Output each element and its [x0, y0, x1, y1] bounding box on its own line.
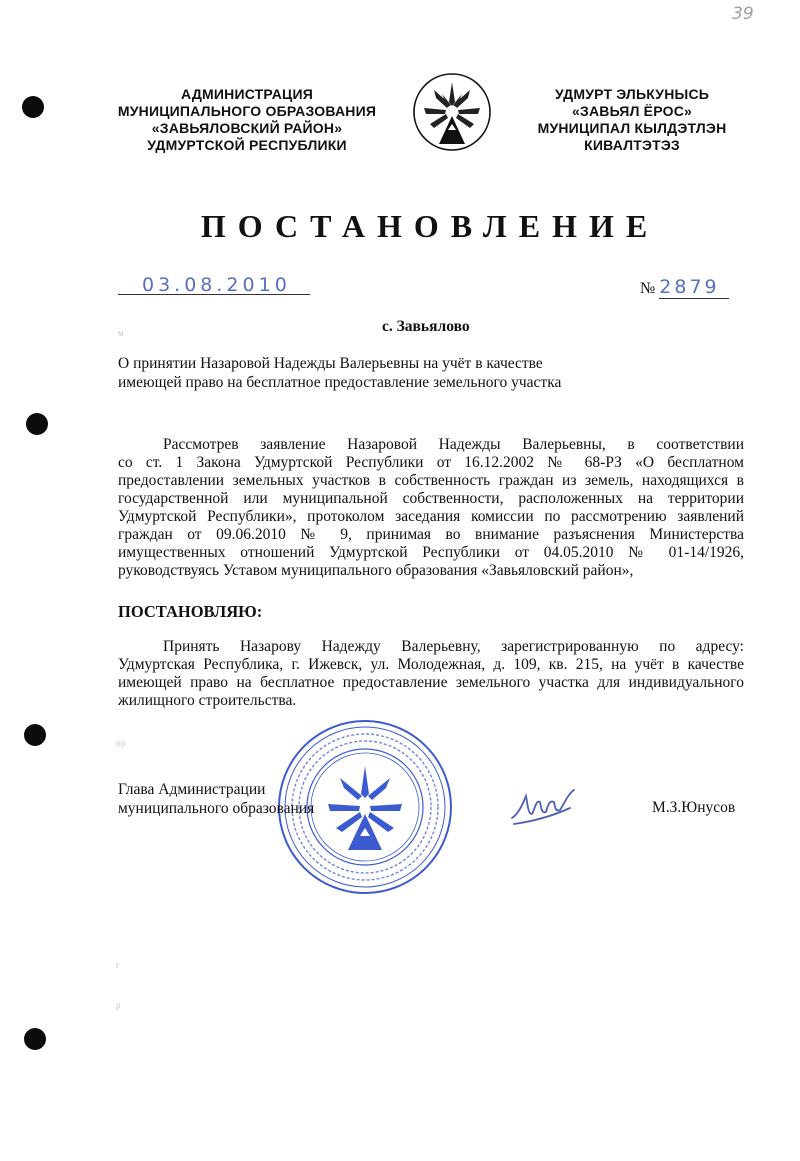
punch-hole: [22, 96, 44, 118]
subject-line: имеющей право на бесплатное предоставление земельного участка: [118, 374, 562, 391]
punch-hole: [24, 724, 46, 746]
header-left: [112, 86, 382, 154]
margin-mark: м: [118, 328, 124, 338]
handwritten-signature: [508, 784, 588, 828]
decision-line: Удмуртская Республика, г. Ижевск, ул. Молодежная, д. 109, кв. 215, на учёт в качестве: [118, 656, 744, 673]
body-line: предоставлении земельных участков в собственность граждан из земель, находящихся в: [118, 472, 744, 489]
body-line: со ст. 1 Закона Удмуртской Республики от 16.12.2002 № 68-РЗ «О бесплатном: [118, 454, 744, 471]
header-right-line: МУНИЦИПАЛ КЫЛДЭТЛЭН: [537, 120, 727, 136]
page-number: 39: [732, 4, 754, 24]
body-line: руководствуясь Уставом муниципального образования «Завьяловский район»,: [118, 562, 634, 579]
resolve-label: ПОСТАНОВЛЯЮ:: [118, 602, 263, 621]
decision-line: жилищного строительства.: [118, 692, 297, 709]
header-right-line: УДМУРТ ЭЛЬКУНЫСЬ: [554, 86, 710, 102]
number-prefix: №: [640, 280, 656, 297]
body-paragraph: [118, 436, 744, 580]
body-line: граждан от 09.06.2010 № 9, принимая во внимание разъяснения Министерства: [118, 526, 744, 543]
margin-mark: р: [116, 1000, 121, 1010]
date-line: [118, 276, 310, 295]
punch-hole: [26, 413, 48, 435]
document-title: ПОСТАНОВЛЕНИЕ: [200, 208, 660, 244]
decision-line: Принять Назарову Надежду Валерьевну, зарегистрированную по адресу:: [163, 638, 744, 655]
header-left-line: УДМУРТСКОЙ РЕСПУБЛИКИ: [147, 137, 347, 153]
decision-line: имеющей право на бесплатное предоставление земельного участка для индивидуального: [118, 674, 744, 691]
body-line: Рассмотрев заявление Назаровой Надежды Валерьевны, в соответствии: [163, 436, 744, 453]
signatory-name: М.З.Юнусов: [652, 799, 736, 816]
header-right-line: КИВАЛТЭТЭЗ: [584, 137, 680, 153]
body-line: государственной или муниципальной собственности, расположенных на территории: [118, 490, 744, 507]
body-line: имущественных отношений Удмуртской Республики от 04.05.2010 № 01-14/1926,: [118, 544, 744, 561]
coat-of-arms-emblem: [412, 72, 492, 152]
header-left-line: АДМИНИСТРАЦИЯ: [181, 86, 313, 102]
number-handwritten: 2879: [659, 276, 729, 299]
header-left-line: «ЗАВЬЯЛОВСКИЙ РАЙОН»: [151, 120, 343, 136]
body-line: Удмуртской Республики», протоколом заседания комиссии по рассмотрению заявлений: [118, 508, 744, 525]
margin-mark: пр: [116, 738, 126, 748]
signatory-position-line: муниципального образования: [118, 800, 315, 817]
number-field: [640, 276, 740, 296]
date-handwritten: 03.08.2010: [142, 274, 291, 296]
margin-mark: г: [116, 960, 120, 970]
decision-paragraph: [118, 638, 744, 710]
header-right-line: «ЗАВЬЯЛ ЁРОС»: [572, 103, 692, 119]
header-left-line: МУНИЦИПАЛЬНОГО ОБРАЗОВАНИЯ: [117, 103, 377, 119]
place: с. Завьялово: [382, 318, 470, 335]
punch-hole: [24, 1028, 46, 1050]
signatory-position: [118, 780, 314, 818]
subject-line: О принятии Назаровой Надежды Валерьевны на учёт в качестве: [118, 355, 543, 372]
signatory-position-line: Глава Администрации: [118, 781, 266, 798]
subject: [118, 354, 561, 392]
header-right: [512, 86, 752, 154]
